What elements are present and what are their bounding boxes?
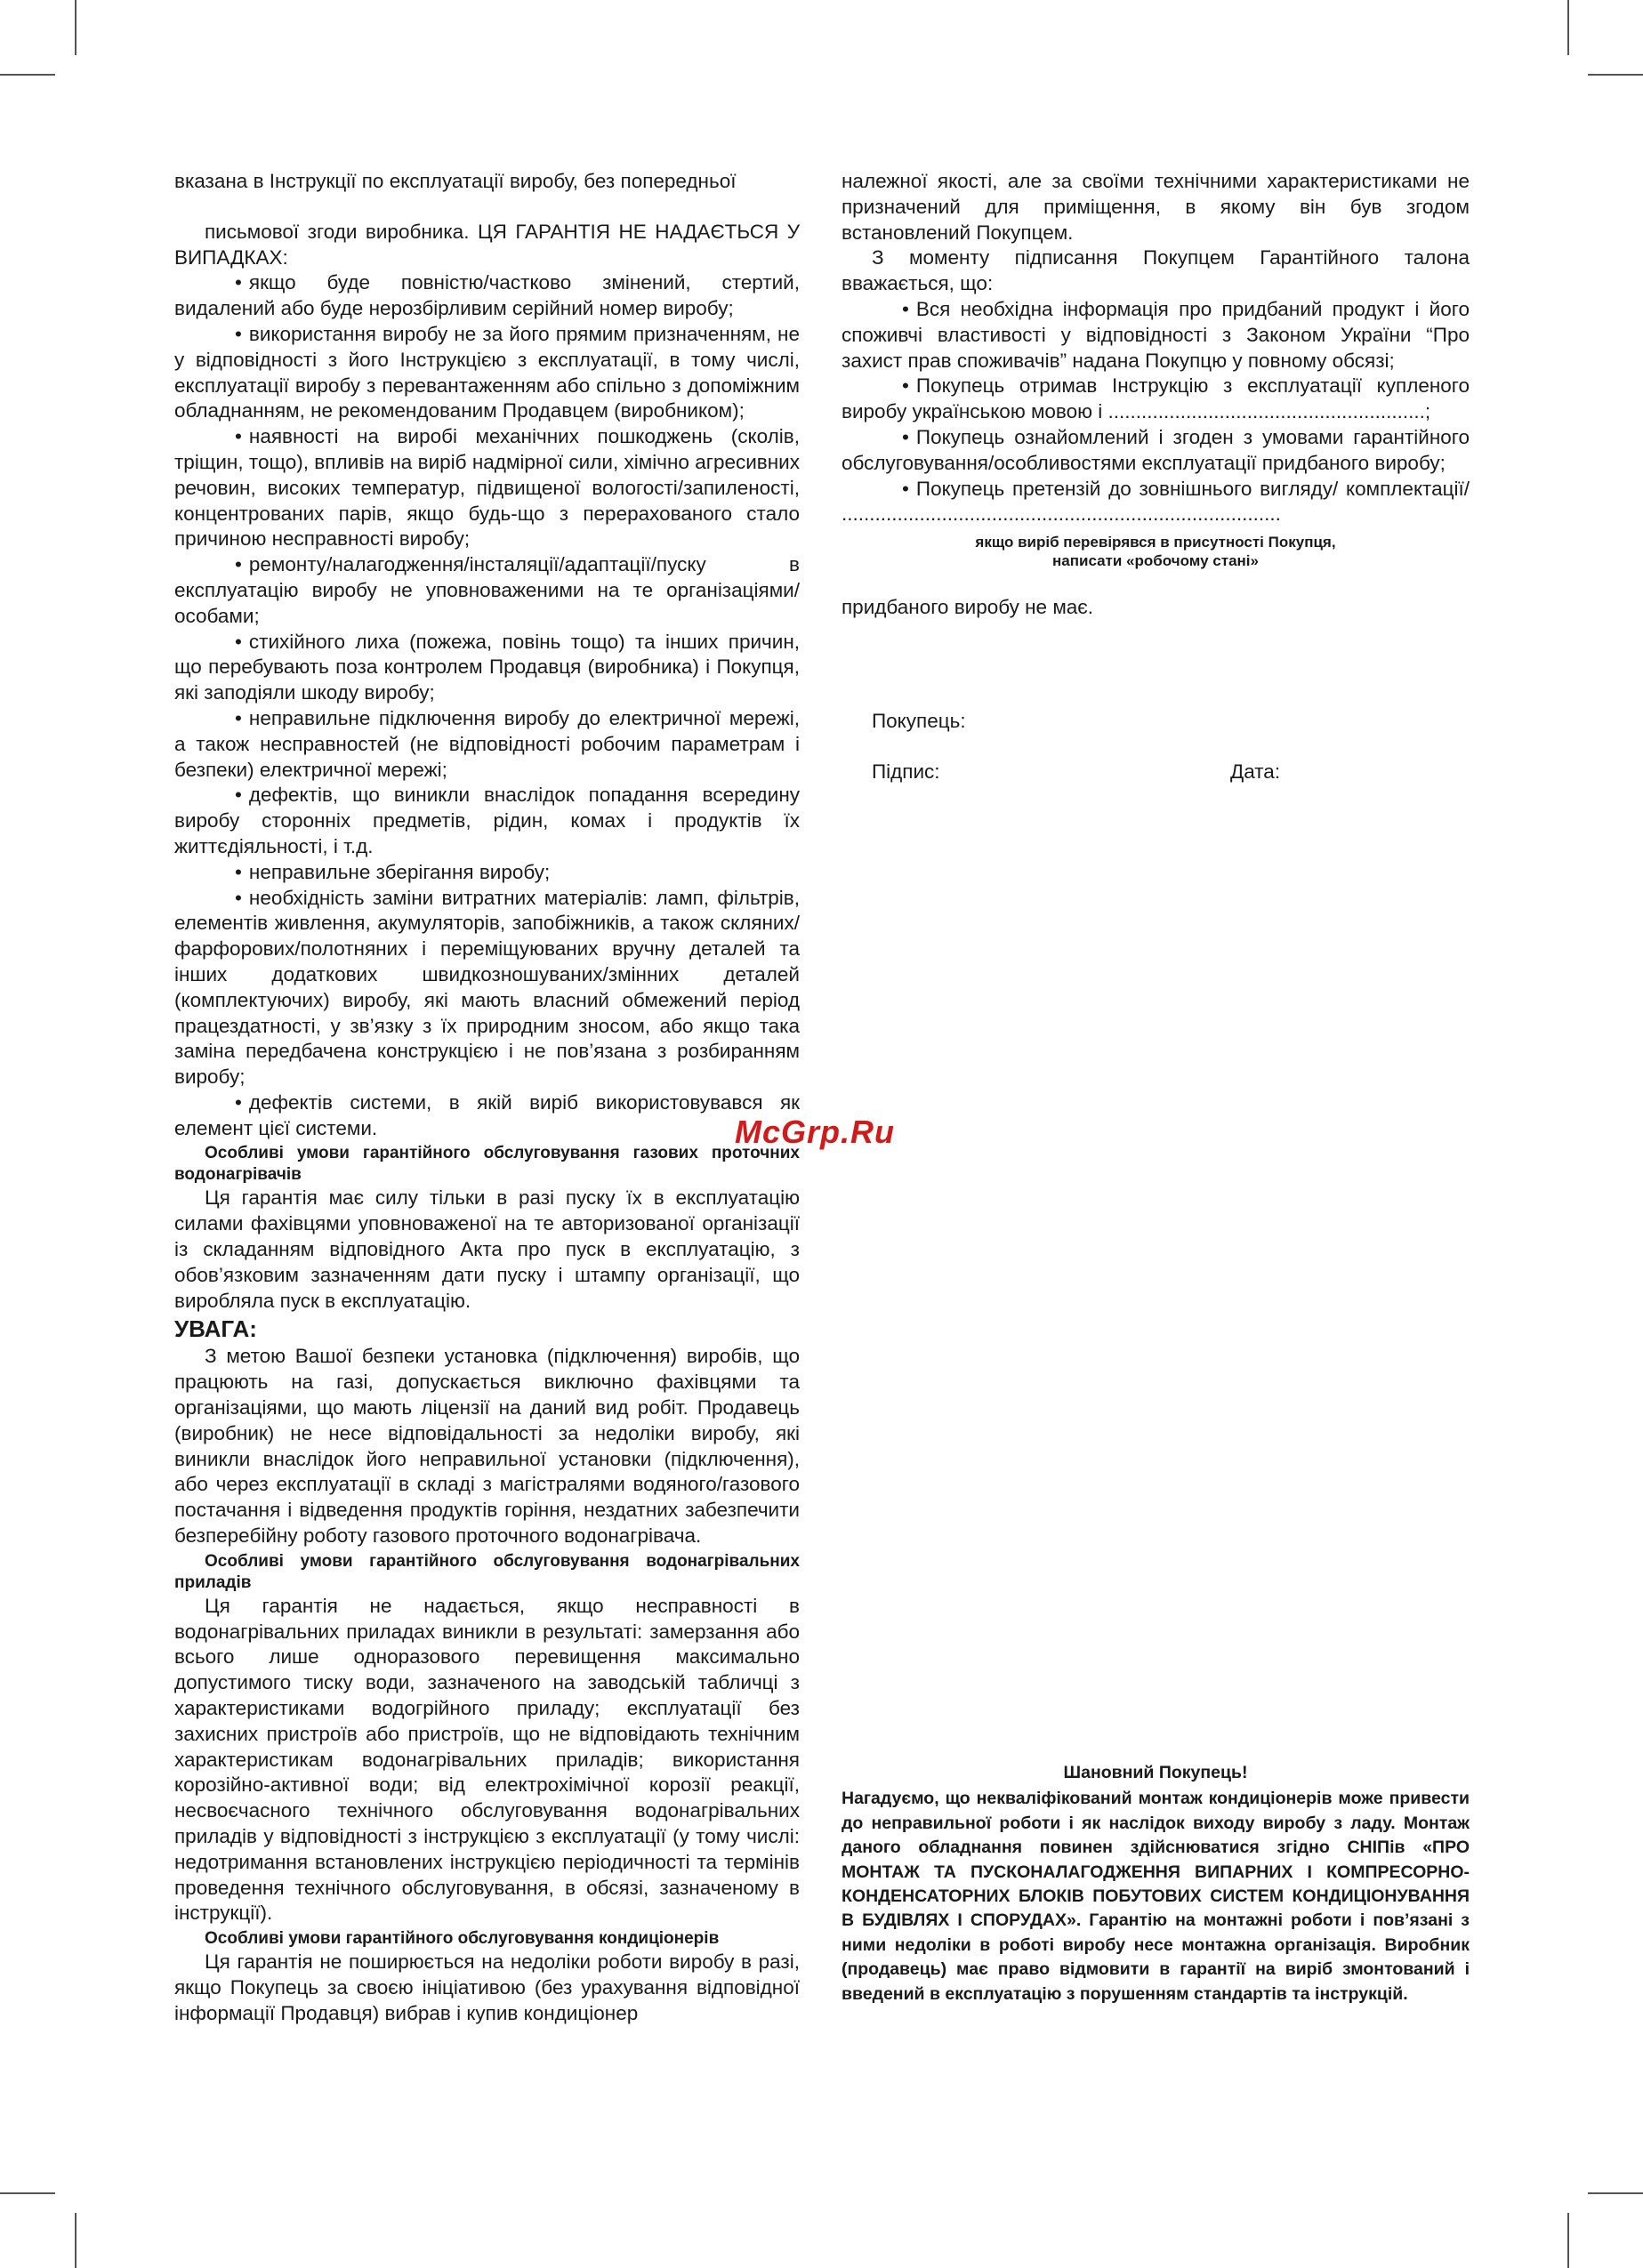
- water-heaters-text: Ця гарантія не надається, якщо несправності в водонагрівальних приладах виникли в результаті: замерзання або всього лише одноразового перевищення максимально допустимого тиску води, зазначеного на заводській табличці з характеристиками водогрійного приладу; експлуатації без захисних пристроїв або пристроїв, що не відповідають технічним характеристикам водонагрівальних приладів; використання корозійно-активної води; від електрохімічної корозії реакції, несвоєчасного технічного обслуговування водонагрівальних приладів у відповідності з інструкцією з експлуатації (у тому числі: недотримання встановлених інструкцією періодичності та термінів проведення технічного обслуговування, в обсязі, зазначеному в інструкції).: [174, 1594, 800, 1925]
- watermark: McGrp.Ru: [735, 1114, 896, 1150]
- air-conditioners-heading: Особливі умови гарантійного обслуговування кондиціонерів: [205, 1929, 720, 1949]
- acknowledgement-item: • Покупець отримав Інструкцію з експлуатації купленого виробу українською мовою і .........................................................;: [842, 374, 1470, 423]
- small-note: написати «робочому стані»: [1052, 552, 1259, 570]
- gas-heaters-text: Ця гарантія має силу тільки в разі пуску їх в експлуатацію силами фахівцями уповноваженої на те авторизованої організації із складанням відповідного Акта про пуск в експлуатацію, з обов’язковим зазначенням дати пуску і штампу організації, що виробляла пуск в експлуатацію.: [174, 1186, 800, 1312]
- crop-mark: [75, 0, 77, 55]
- exclusion-item: • неправильне підключення виробу до електричної мережі, а також несправностей (не відповідності робочим параметрам і безпеки) електричної мережі;: [174, 706, 800, 781]
- attention-text: З метою Вашої безпеки установка (підключення) виробів, що працюють на газі, допускається виключно фахівцями та організаціями, що мають ліцензії на даний вид робіт. Продавець (виробник) не несе відповідальності за недоліки виробу, які виникли внаслідок його неправильної установки (підключення), або через експлуатації в складі з магістралями водяного/газового постачання і відведення продуктів горіння, нездатних забезпечити безперебійну роботу газового проточного водонагрівача.: [174, 1345, 800, 1548]
- exclusion-item: • стихійного лиха (пожежа, повінь тощо) та інших причин, що перебувають поза контролем Продавця (виробника) і Покупця, які заподіяли шкоду виробу;: [174, 630, 800, 704]
- left-column: [174, 169, 800, 2027]
- date-label: Дата:: [1230, 760, 1281, 783]
- continuation-text: належної якості, але за своїми технічними характеристиками не призначений для приміщення, в якому він був згодом встановлений Покупцем.: [842, 170, 1470, 244]
- crop-mark: [1567, 2213, 1569, 2268]
- exclusion-item: • дефектів, що виникли внаслідок попадання всередину виробу сторонніх предметів, рідин, комах і продуктів їх життєдіяльності, і т.д.: [174, 784, 800, 857]
- crop-mark: [1567, 0, 1569, 55]
- exclusion-item: • неправильне зберігання виробу;: [235, 860, 551, 883]
- intro-continuation: письмової згоди виробника. ЦЯ ГАРАНТІЯ НЕ НАДАЄТЬСЯ У ВИПАДКАХ:: [174, 220, 800, 269]
- exclusion-item: • ремонту/налагодження/інсталяції/адаптації/пуску в експлуатацію виробу не уповноваженими на те організаціями/особами;: [174, 553, 800, 627]
- crop-mark: [1588, 2192, 1643, 2194]
- crop-mark: [1588, 74, 1643, 76]
- exclusion-item: • необхідність заміни витратних матеріалів: ламп, фільтрів, елементів живлення, акумуляторів, запобіжників, а також скляних/фарфорових/полотняних і переміщуюваних вручну деталей та інших додаткових швидкозношуваних/змінних деталей (комплектуючих) виробу, які мають власний обмежений період працездатності, у зв’язку з їх природним зносом, або якщо така заміна передбачена конструкцією і не пов’язана з розбиранням виробу;: [174, 886, 800, 1089]
- crop-mark: [0, 2192, 55, 2194]
- exclusion-item: • наявності на виробі механічних пошкоджень (сколів, тріщин, тощо), впливів на виріб надмірної сили, хімічно агресивних речовин, високих температур, підвищеної вологості/запиленості, концентрованих парів, якщо будь-що з перерахованого стало причиною несправності виробу;: [174, 425, 800, 551]
- buyer-label: Покупець:: [872, 710, 966, 732]
- right-column: [842, 169, 1470, 621]
- signature-label: Підпис:: [872, 760, 940, 783]
- exclusion-item: • використання виробу не за його прямим призначенням, не у відповідності з його Інструкцією з експлуатації, в тому числі, експлуатації виробу з перевантаженням або спільно з допоміжним обладнанням, не рекомендованим Продавцем (виробником);: [174, 322, 800, 422]
- water-heaters-heading: Особливі умови гарантійного обслуговування водонагрівальних приладів: [174, 1551, 800, 1592]
- gas-heaters-heading: Особливі умови гарантійного обслуговування газових проточних водонагрівачів: [174, 1144, 800, 1185]
- small-note: якщо виріб перевірявся в присутності Покупця,: [975, 534, 1336, 551]
- acknowledgement-item: • Вся необхідна інформація про придбаний продукт і його споживчі властивості у відповідності з Законом України “Про захист прав споживачів” надана Покупцю у повному обсязі;: [842, 297, 1470, 372]
- exclusion-item: • якщо буде повністю/частково змінений, стертий, видалений або буде нерозбірливим серійний номер виробу;: [174, 271, 800, 320]
- intro-line: вказана в Інструкції по експлуатації виробу, без попередньої: [174, 170, 737, 192]
- acknowledgement-item: • Покупець ознайомлений і згоден з умовами гарантійного обслуговування/особливостями експлуатації придбаного виробу;: [842, 425, 1470, 474]
- notice-title: Шановний Покупець!: [1063, 1763, 1248, 1782]
- moment-text: З моменту підписання Покупцем Гарантійного талона вважається, що:: [842, 246, 1470, 295]
- exclusion-item: • дефектів системи, в якій виріб використовувався як елемент цієї системи.: [174, 1090, 800, 1139]
- crop-mark: [75, 2213, 77, 2268]
- air-conditioners-text: Ця гарантія не поширюється на недоліки роботи виробу в разі, якщо Покупець за своєю ініціативою (без урахування відповідної інформації Продавця) вибрав і купив кондиціонер: [174, 1950, 800, 2024]
- installation-notice: [842, 1761, 1470, 2007]
- attention-title: УВАГА:: [174, 1315, 257, 1343]
- notice-text: Нагадуємо, що некваліфікований монтаж кондиціонерів може привести до неправильної роботи і як наслідок виходу виробу з ладу. Монтаж даного обладнання повинен здійснюватися згідно СНІПів «ПРО МОНТАЖ ТА ПУСКОНАЛАГОДЖЕННЯ ВИПАРНИХ І КОМПРЕСОРНО-КОНДЕНСАТОРНИХ БЛОКІВ ПОБУТОВИХ СИСТЕМ КОНДИЦІОНУВАННЯ В БУДІВЛЯХ І СПОРУДАХ». Гарантію на монтажні роботи і пов’язані з ними недоліки в роботі виробу несе монтажна організація. Виробник (продавець) має право відмовити в гарантії на виріб змонтований і введений в експлуатацію з порушенням стандартів та інструкцій.: [842, 1789, 1470, 2004]
- crop-mark: [0, 74, 55, 76]
- acknowledgement-item: • Покупець претензій до зовнішнього вигляду/ комплектації/ ...............................................................................: [842, 477, 1470, 526]
- after-note-text: придбаного виробу не має.: [842, 596, 1094, 619]
